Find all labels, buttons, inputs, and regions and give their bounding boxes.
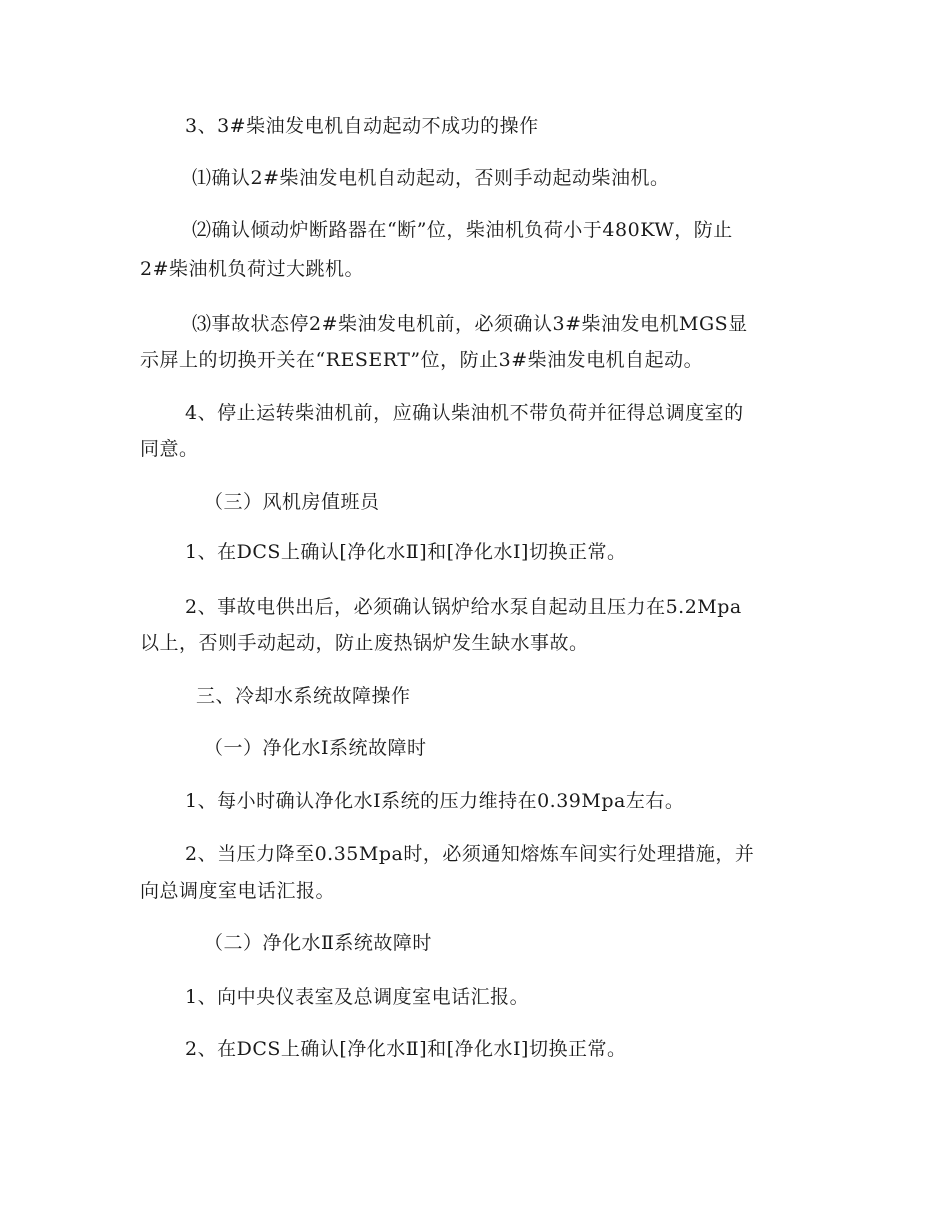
paragraph-4-line2: 同意。: [140, 438, 199, 460]
paragraph-water2-1: 1、向中央仪表室及总调度室电话汇报。: [185, 986, 530, 1008]
paragraph-item-2-line2: 2#柴油机负荷过大跳机。: [140, 258, 365, 280]
subsection-heading-3: （三）风机房值班员: [204, 491, 380, 513]
subsection-heading-2: （二）净化水Ⅱ系统故障时: [204, 932, 432, 954]
paragraph-item-3-line2: 示屏上的切换开关在“RESERT”位，防止3#柴油发电机自起动。: [140, 349, 704, 371]
paragraph-item-1: ⑴确认2#柴油发电机自动起动，否则手动起动柴油机。: [192, 167, 670, 189]
paragraph-fan-1: 1、在DCS上确认[净化水Ⅱ]和[净化水Ⅰ]切换正常。: [185, 541, 627, 563]
paragraph-fan-2-line1: 2、事故电供出后，必须确认锅炉给水泵自起动且压力在5.2Mpa: [185, 596, 742, 618]
paragraph-water1-1: 1、每小时确认净化水Ⅰ系统的压力维持在0.39Mpa左右。: [185, 790, 685, 812]
paragraph-4-line1: 4、停止运转柴油机前，应确认柴油机不带负荷并征得总调度室的: [185, 402, 744, 424]
paragraph-water2-2: 2、在DCS上确认[净化水Ⅱ]和[净化水Ⅰ]切换正常。: [185, 1038, 627, 1060]
section-heading-cooling: 三、冷却水系统故障操作: [196, 685, 411, 707]
paragraph-item-2-line1: ⑵确认倾动炉断路器在“断”位，柴油机负荷小于480KW，防止: [192, 219, 733, 241]
subsection-heading-1: （一）净化水Ⅰ系统故障时: [204, 737, 427, 759]
section-heading-3: 3、3#柴油发电机自动起动不成功的操作: [185, 115, 539, 137]
paragraph-fan-2-line2: 以上，否则手动起动，防止废热锅炉发生缺水事故。: [140, 632, 589, 654]
paragraph-water1-2-line1: 2、当压力降至0.35Mpa时，必须通知熔炼车间实行处理措施，并: [185, 843, 755, 865]
paragraph-water1-2-line2: 向总调度室电话汇报。: [140, 880, 336, 902]
paragraph-item-3-line1: ⑶事故状态停2#柴油发电机前，必须确认3#柴油发电机MGS显: [192, 313, 748, 335]
